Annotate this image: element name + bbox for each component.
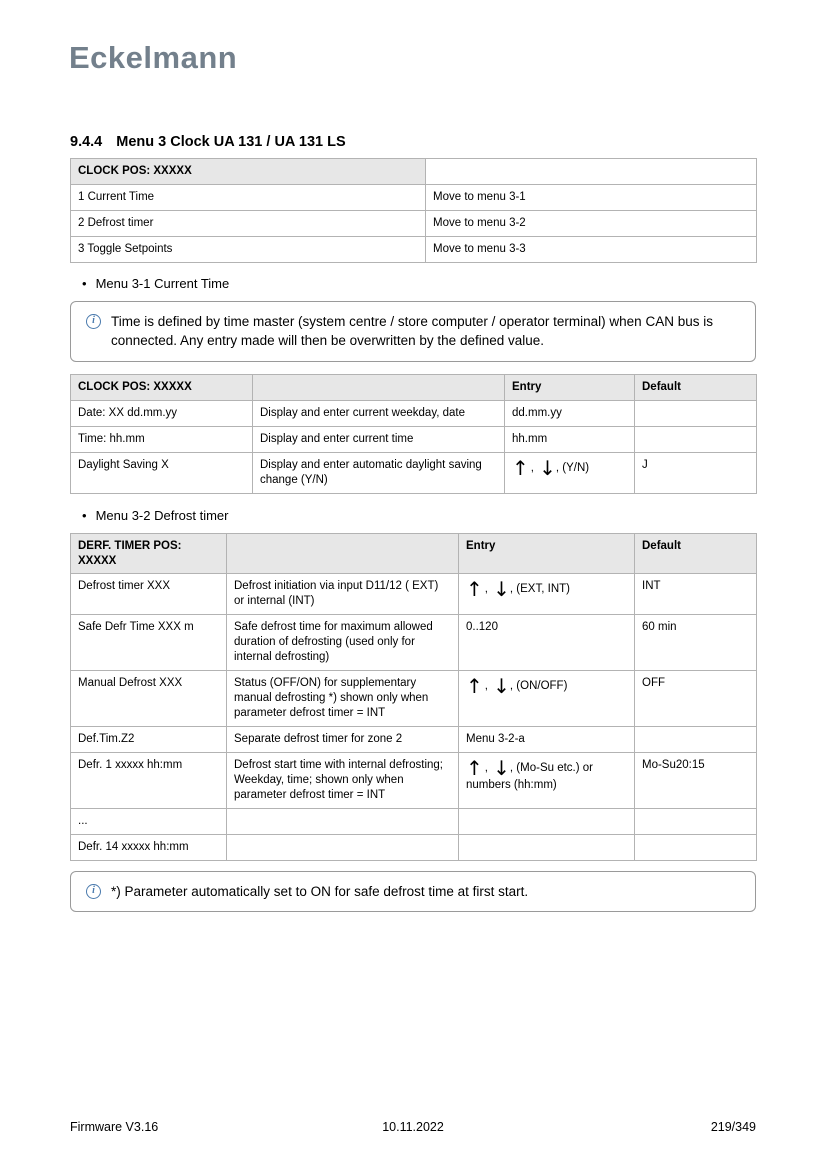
section-title: Menu 3 Clock UA 131 / UA 131 LS	[116, 134, 346, 150]
arrow-up-icon: ↑	[512, 455, 529, 480]
table-cell: Safe defrost time for maximum allowed duration of defrosting (used only for internal defrosting)	[227, 615, 459, 671]
table-cell: Move to menu 3-3	[426, 236, 757, 262]
table-row	[71, 574, 757, 615]
table-cell	[459, 808, 635, 834]
table-row	[71, 184, 757, 210]
bullet-menu-3-2-label: • Menu 3-2 Defrost timer	[95, 507, 229, 523]
comma-separator: ,	[530, 461, 538, 474]
table-cell	[635, 808, 757, 834]
table-cell	[459, 671, 635, 727]
table-row	[71, 615, 757, 671]
footer-firmware-version: Firmware V3.16	[70, 1120, 159, 1134]
arrow-up-icon: ↑	[466, 577, 483, 602]
arrow-down-icon: ↓	[539, 455, 556, 480]
table-cell: Date: XX dd.mm.yy	[71, 400, 253, 426]
table-cell: INT	[635, 574, 757, 615]
table-cell: Separate defrost timer for zone 2	[227, 726, 459, 752]
clock-menu-table	[70, 158, 757, 263]
comma-separator: ,	[484, 761, 492, 774]
table-cell: Defrost timer XXX	[71, 574, 227, 615]
defrost-timer-table	[70, 533, 757, 861]
info-note-parameter	[70, 871, 756, 913]
bullet-menu-3-2	[82, 508, 756, 523]
page-content	[70, 158, 756, 924]
footer-page-number: 219/349	[710, 1120, 757, 1134]
table-header-cell: Entry	[459, 533, 635, 574]
table-cell: Display and enter automatic daylight saving change (Y/N)	[253, 452, 505, 493]
table-row	[71, 426, 757, 452]
table-cell	[635, 726, 757, 752]
table-header-cell	[253, 374, 505, 400]
table-row	[71, 752, 757, 808]
comma-separator: ,	[484, 680, 492, 693]
table-cell: Mo-Su20:15	[635, 752, 757, 808]
table-cell	[635, 426, 757, 452]
table-row	[71, 726, 757, 752]
info-icon: i	[86, 314, 101, 329]
table-cell: Status (OFF/ON) for supplementary manual defrosting *) shown only when parameter defrost timer = INT	[227, 671, 459, 727]
table-cell: Move to menu 3-2	[426, 210, 757, 236]
table-cell: Def.Tim.Z2	[71, 726, 227, 752]
table-cell: hh.mm	[505, 426, 635, 452]
arrow-down-icon: ↓	[493, 755, 510, 780]
table-row	[71, 452, 757, 493]
footer-date: 10.11.2022	[382, 1120, 444, 1134]
table-cell: 1 Current Time	[71, 184, 426, 210]
table-cell	[505, 452, 635, 493]
table-row	[71, 400, 757, 426]
table-cell: ...	[71, 808, 227, 834]
entry-options-text: , (EXT, INT)	[509, 583, 570, 596]
entry-options-text: , (Mo-Su etc.) or numbers (hh:mm)	[466, 761, 593, 791]
table-cell: Safe Defr Time XXX m	[71, 615, 227, 671]
table-cell	[227, 834, 459, 860]
eckelmann-logo: Eckelmann	[69, 40, 238, 75]
table-cell: Manual Defrost XXX	[71, 671, 227, 727]
table-cell: Display and enter current weekday, date	[253, 400, 505, 426]
table-cell	[459, 574, 635, 615]
table-header-row	[71, 533, 757, 574]
table-cell: OFF	[635, 671, 757, 727]
table-cell: J	[635, 452, 757, 493]
table-cell: 2 Defrost timer	[71, 210, 426, 236]
table-cell: 60 min	[635, 615, 757, 671]
table-cell: Time: hh.mm	[71, 426, 253, 452]
table-row	[71, 671, 757, 727]
current-time-table	[70, 374, 757, 494]
arrow-down-icon: ↓	[493, 674, 510, 699]
entry-options-text: , (Y/N)	[555, 461, 590, 474]
table-header-cell: Entry	[505, 374, 635, 400]
bullet-menu-3-1	[82, 276, 756, 291]
table-header-cell: Default	[635, 374, 757, 400]
table-row	[71, 210, 757, 236]
table-cell	[635, 400, 757, 426]
info-note-text: Time is defined by time master (system centre / store computer / operator terminal) when CAN bus is connected. Any entry made will then be overwritten by the defined value.	[111, 313, 713, 349]
comma-separator: ,	[484, 583, 492, 596]
arrow-down-icon: ↓	[493, 577, 510, 602]
table-cell: 0..120	[459, 615, 635, 671]
table-header-row	[71, 159, 757, 185]
table-cell: dd.mm.yy	[505, 400, 635, 426]
table-cell: Move to menu 3-1	[426, 184, 757, 210]
table-cell	[459, 834, 635, 860]
table-cell: Menu 3-2-a	[459, 726, 635, 752]
table-cell: Defrost start time with internal defrosting; Weekday, time; shown only when parameter defrost timer = INT	[227, 752, 459, 808]
table-header-row	[71, 374, 757, 400]
entry-options-text: , (ON/OFF)	[509, 680, 568, 693]
table-row	[71, 834, 757, 860]
table-cell: Defrost initiation via input D11/12 ( EXT) or internal (INT)	[227, 574, 459, 615]
table-header-cell: CLOCK POS: XXXXX	[71, 159, 426, 185]
arrow-up-icon: ↑	[466, 674, 483, 699]
table-cell: Daylight Saving X	[71, 452, 253, 493]
bullet-menu-3-1-label: • Menu 3-1 Current Time	[95, 275, 230, 291]
table-header-cell	[426, 159, 757, 185]
page-footer	[70, 1120, 756, 1134]
section-number: 9.4.4	[70, 134, 103, 150]
table-header-cell: Default	[635, 533, 757, 574]
info-icon: i	[86, 884, 101, 899]
table-header-cell: DERF. TIMER POS: XXXXX	[71, 533, 227, 574]
table-header-cell: CLOCK POS: XXXXX	[71, 374, 253, 400]
table-cell	[635, 834, 757, 860]
table-cell	[459, 752, 635, 808]
info-note-can-bus	[70, 301, 756, 362]
table-cell: Defr. 1 xxxxx hh:mm	[71, 752, 227, 808]
section-heading	[70, 134, 346, 150]
table-cell: Display and enter current time	[253, 426, 505, 452]
info-note-text: *) Parameter automatically set to ON for safe defrost time at first start.	[111, 883, 529, 899]
table-cell: Defr. 14 xxxxx hh:mm	[71, 834, 227, 860]
table-cell	[227, 808, 459, 834]
arrow-up-icon: ↑	[466, 755, 483, 780]
table-cell: 3 Toggle Setpoints	[71, 236, 426, 262]
table-header-cell	[227, 533, 459, 574]
table-row	[71, 808, 757, 834]
table-row	[71, 236, 757, 262]
